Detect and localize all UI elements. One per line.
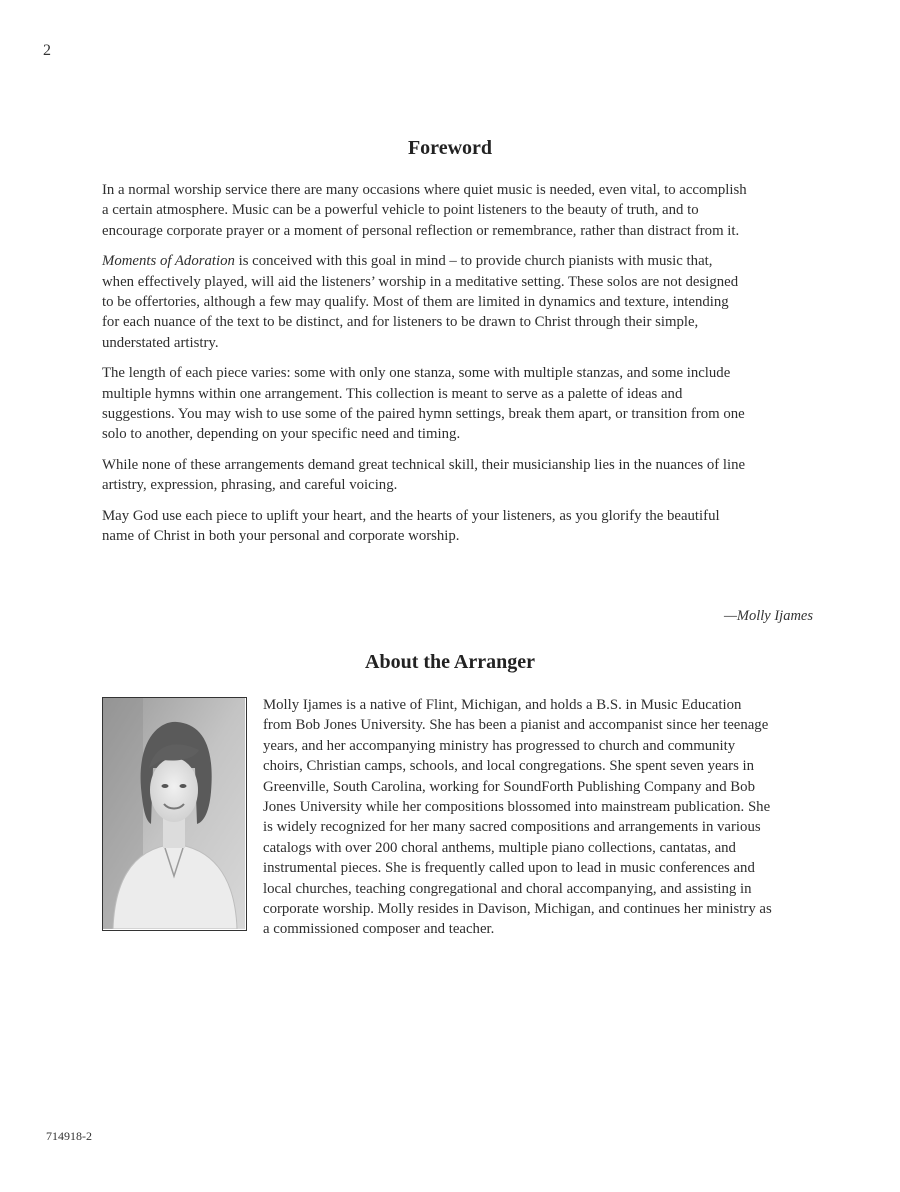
text-line: Greenville, South Carolina, working for SoundForth Publishing Company and Bob: [263, 778, 755, 795]
foreword-paragraph-1: [102, 180, 814, 241]
text-line: a certain atmosphere. Music can be a powerful vehicle to point listeners to the beauty of truth, and to: [102, 202, 699, 219]
text-line: solo to another, depending on your specific need and timing.: [102, 426, 461, 443]
text-line: is widely recognized for her many sacred compositions and arrangements in various: [263, 819, 761, 836]
text-line: instrumental pieces. She is frequently called upon to lead in music conferences and: [263, 860, 755, 877]
about-title: About the Arranger: [365, 651, 535, 673]
text-line: local churches, teaching congregational and choral accompanying, and assisting in: [263, 880, 752, 897]
text-line: from Bob Jones University. She has been a pianist and accompanist since her teenage: [263, 717, 769, 734]
text-line: Molly Ijames is a native of Flint, Michigan, and holds a B.S. in Music Education: [263, 697, 742, 713]
text-line: artistry, expression, phrasing, and careful voicing.: [102, 477, 398, 494]
text-line: to be offertories, although a few may qualify. Most of them are limited in dynamics and texture, intending: [102, 294, 729, 311]
signature: —Molly Ijames: [724, 608, 813, 624]
text-line: name of Christ in both your personal and corporate worship.: [102, 528, 460, 545]
text-line: In a normal worship service there are many occasions where quiet music is needed, even vital, to accomplish: [102, 182, 747, 198]
foreword-paragraph-4: [102, 455, 814, 496]
text-line: choirs, Christian camps, schools, and local congregations. She spent seven years in: [263, 758, 755, 775]
book-title: Moments of Adoration: [102, 253, 235, 270]
foreword-paragraph-3: [102, 363, 814, 445]
foreword-body: [102, 180, 814, 557]
text-line: years, and her accompanying ministry has progressed to church and community: [263, 737, 736, 754]
text-line: The length of each piece varies: some with only one stanza, some with multiple stanzas, and some include: [102, 365, 731, 382]
text-line: a commissioned composer and teacher.: [263, 921, 495, 938]
foreword-paragraph-5: [102, 506, 814, 547]
text-line: understated artistry.: [102, 334, 219, 351]
text-line: [102, 251, 814, 271]
arranger-bio: [263, 695, 823, 940]
text-line: multiple hymns within one arrangement. This collection is meant to serve as a palette of ideas and: [102, 385, 683, 402]
text-line: for each nuance of the text to be distinct, and for listeners to be drawn to Christ through their simple,: [102, 314, 699, 331]
text-line: May God use each piece to uplift your heart, and the hearts of your listeners, as you glorify the beautiful: [102, 507, 720, 524]
portrait-illustration: [103, 698, 245, 929]
text-line: Jones University while her compositions blossomed into mainstream publication. She: [263, 799, 771, 816]
page-number: 2: [43, 42, 51, 59]
foreword-paragraph-2: [102, 251, 814, 353]
text-line: when effectively played, will aid the listeners’ worship in a meditative setting. These solos are not designed: [102, 273, 739, 290]
text-line: encourage corporate prayer or a moment of personal reflection or remembrance, rather than distract from it.: [102, 222, 740, 239]
foreword-title: Foreword: [407, 137, 493, 159]
text-line: While none of these arrangements demand great technical skill, their musicianship lies in the nuances of line: [102, 456, 746, 473]
text-line: suggestions. You may wish to use some of the paired hymn settings, break them apart, or transition from one: [102, 406, 745, 423]
arranger-photo: [102, 697, 247, 931]
text-line: corporate worship. Molly resides in Davison, Michigan, and continues her ministry as: [263, 901, 772, 918]
text-segment: is conceived with this goal in mind – to provide church pianists with music that,: [234, 253, 713, 270]
text-line: catalogs with over 200 choral anthems, multiple piano collections, cantatas, and: [263, 839, 736, 856]
catalog-number: 714918-2: [46, 1129, 92, 1143]
